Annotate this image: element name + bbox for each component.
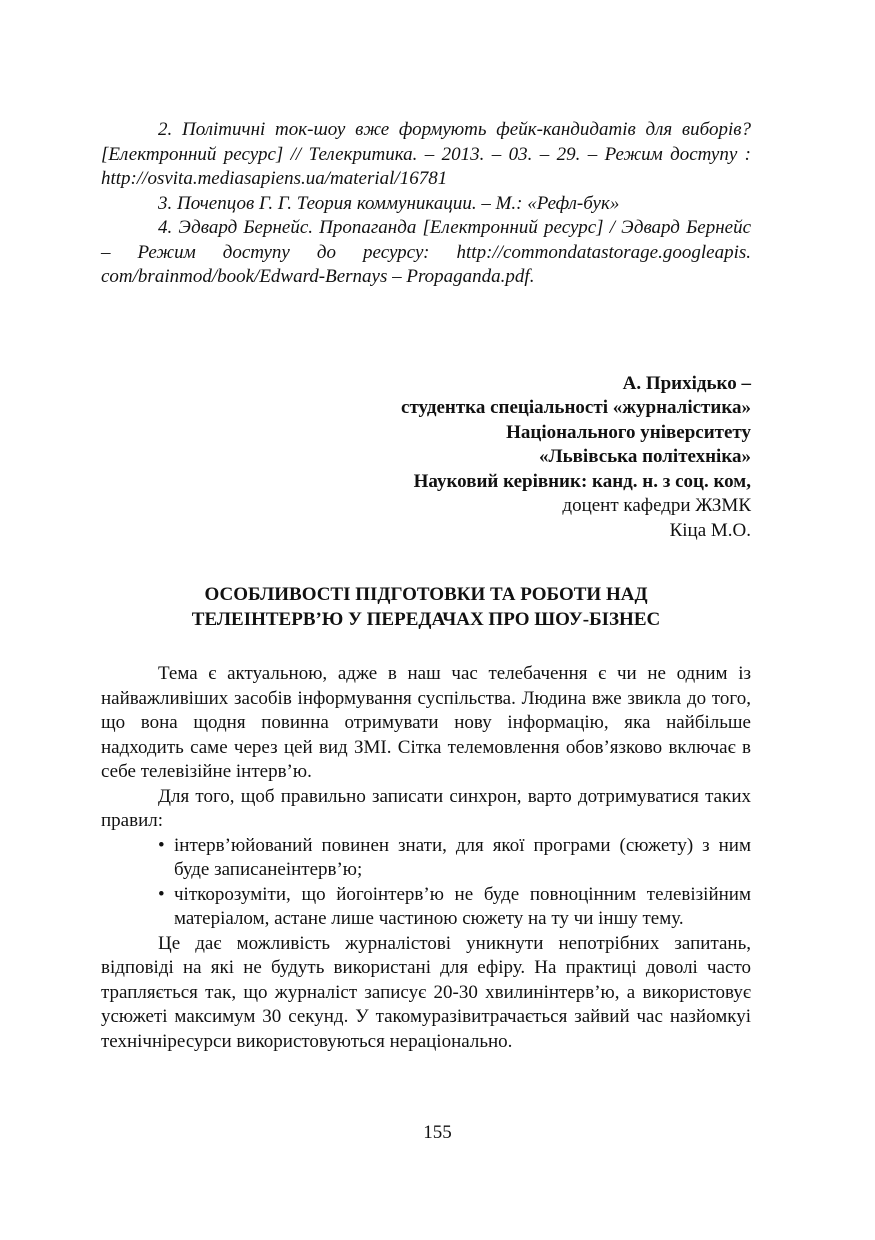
author-university-line1: Національного університету [506, 421, 751, 443]
supervisor-name: Кіца М.О. [669, 519, 751, 541]
reference-item: 3. Почепцов Г. Г. Теория коммуникации. – М.: «Рефл-бук» [158, 192, 620, 214]
list-item [158, 883, 751, 932]
rules-list [101, 834, 751, 932]
list-item [158, 834, 751, 883]
author-name: А. Прихідько – [622, 372, 751, 394]
page-number: 155 [423, 1122, 452, 1143]
body-paragraph: Це дає можливість журналістові уникнути непотрібних запитань, відповіді на які не будуть використані для ефіру. На практиці доволі часто трапляється так, що журналіст записує 20-30 хвилинінтерв’ю, а використовує усюжеті максимум 30 секунд. У такомуразівитрачається зайвий час назйомкуі технічніресурси використовуються нераціонально. [101, 932, 751, 1052]
list-item-text: чіткорозуміти, що йогоінтерв’ю не буде повноцінним телевізійним матеріалом, астане лише частиною сюжету на ту чи іншу тему. [174, 883, 751, 929]
author-position: студентка спеціальності «журналістика» [401, 397, 751, 418]
supervisor-position: доцент кафедри ЖЗМК [562, 495, 751, 516]
article-title [101, 583, 751, 632]
bullet-icon: • [158, 834, 165, 856]
reference-item: 4. Эдвард Бернейс. Пропаганда [Електронний ресурс] / Эдвард Бернейс – Режим доступу до ресурсу: http://commondatastorage.googleapis. com/brainmod/book/Edward-Bernays – Propaganda.pdf. [101, 217, 751, 287]
body-paragraph: Для того, щоб правильно записати синхрон, варто дотримуватися таких правил: [101, 785, 751, 831]
document-page [101, 118, 751, 1054]
reference-item: 2. Політичні ток-шоу вже формують фейк-кандидатів для виборів? [Електронний ресурс] // Телекритика. – 2013. – 03. – 29. – Режим доступу : http://osvita.mediasapiens.ua/material/16781 [101, 119, 751, 189]
bullet-icon: • [158, 883, 165, 905]
article-body [101, 662, 751, 1054]
article-title-line2: ТЕЛЕІНТЕРВ’Ю У ПЕРЕДАЧАХ ПРО ШОУ-БІЗНЕС [191, 608, 661, 630]
author-block [101, 372, 751, 544]
author-university-line2: «Львівська політехніка» [538, 446, 751, 467]
supervisor-line: Науковий керівник: канд. н. з соц. ком, [413, 470, 751, 492]
article-title-line1: ОСОБЛИВОСТІ ПІДГОТОВКИ ТА РОБОТИ НАД [204, 584, 648, 605]
body-paragraph: Тема є актуальною, адже в наш час телебачення є чи не одним із найважливіших засобів інформування суспільства. Людина вже звикла до того, що вона щодня повинна отримувати нову інформацію, яка найбільше надходить саме через цей вид ЗМІ. Сітка телемовлення обов’язково включає в себе телевізійне інтерв’ю. [101, 663, 751, 782]
list-item-text: інтерв’юйований повинен знати, для якої програми (сюжету) з ним буде записанеінтерв’ю; [174, 834, 751, 880]
references-list [101, 118, 751, 290]
